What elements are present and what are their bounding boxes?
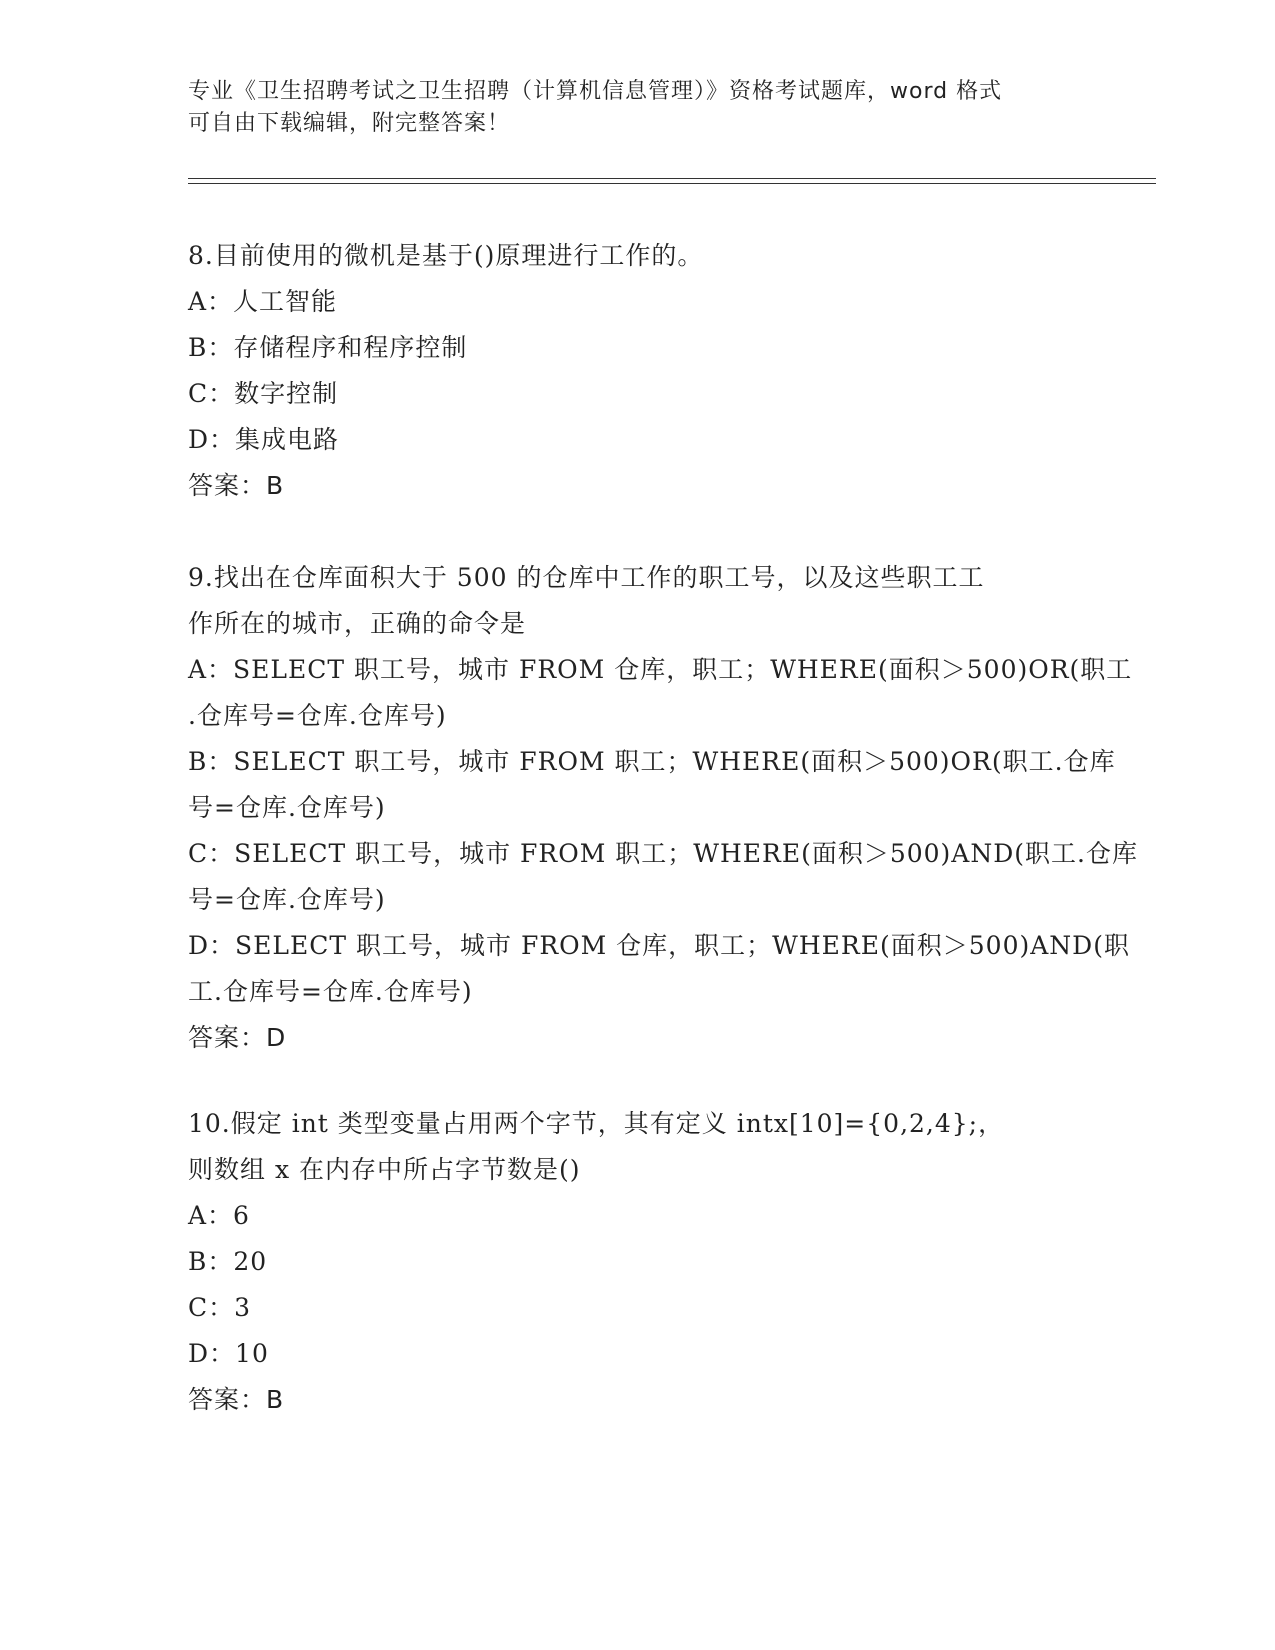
header-divider: [188, 178, 1156, 179]
question-stem: 9.找出在仓库面积大于 500 的仓库中工作的职工号，以及这些职工工: [188, 563, 985, 592]
answer: 答案：B: [188, 471, 285, 500]
option-b: B：20: [188, 1247, 268, 1276]
question-stem: 则数组 x 在内存中所占字节数是(): [188, 1155, 581, 1184]
header-line: 可自由下载编辑，附完整答案！: [188, 111, 511, 136]
question-stem: 10.假定 int 类型变量占用两个字节，其有定义 intx[10]={0,2,4};，: [188, 1109, 1005, 1138]
option-b-cont: 号=仓库.仓库号): [188, 793, 386, 822]
answer: 答案：B: [188, 1385, 285, 1414]
question-9: [188, 555, 1138, 1061]
option-d-cont: 工.仓库号=仓库.仓库号): [188, 977, 473, 1006]
option-c-cont: 号=仓库.仓库号): [188, 885, 386, 914]
option-b: B：SELECT 职工号，城市 FROM 职工；WHERE(面积＞500)OR(职工.仓库: [188, 747, 1116, 776]
option-c: C：SELECT 职工号，城市 FROM 职工；WHERE(面积＞500)AND(职工.仓库: [188, 839, 1138, 868]
option-a: A：6: [188, 1201, 250, 1230]
option-d: D：集成电路: [188, 425, 340, 454]
answer: 答案：D: [188, 1023, 287, 1052]
option-c: C：数字控制: [188, 379, 339, 408]
document-header: [188, 76, 1088, 140]
question-10: [188, 1101, 1088, 1423]
option-a: A：人工智能: [188, 287, 338, 316]
question-stem: 8.目前使用的微机是基于()原理进行工作的。: [188, 241, 704, 270]
option-a-cont: .仓库号=仓库.仓库号): [188, 701, 447, 730]
option-b: B：存储程序和程序控制: [188, 333, 468, 362]
header-divider: [188, 183, 1156, 184]
question-8: [188, 233, 1088, 509]
option-d: D：10: [188, 1339, 269, 1368]
question-stem: 作所在的城市，正确的命令是: [188, 609, 527, 638]
option-c: C：3: [188, 1293, 252, 1322]
header-line: 专业《卫生招聘考试之卫生招聘（计算机信息管理）》资格考试题库，word 格式: [188, 79, 1003, 104]
option-a: A：SELECT 职工号，城市 FROM 仓库，职工；WHERE(面积＞500)OR(职工: [188, 655, 1133, 684]
option-d: D：SELECT 职工号，城市 FROM 仓库，职工；WHERE(面积＞500)AND(职: [188, 931, 1130, 960]
